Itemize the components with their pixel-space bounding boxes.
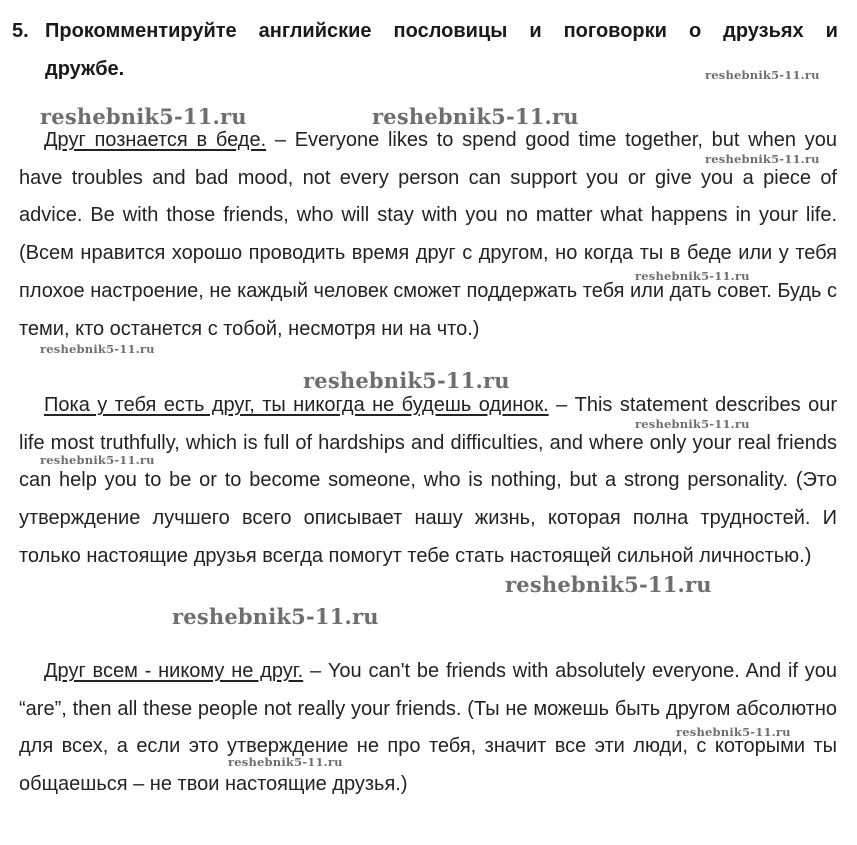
task-title-word: и — [825, 20, 838, 42]
watermark: reshebnik5-11.ru — [705, 152, 820, 166]
task-number: 5. — [12, 20, 29, 42]
watermark: reshebnik5-11.ru — [635, 417, 750, 431]
task-title-word: поговорки — [563, 20, 667, 42]
watermark: reshebnik5-11.ru — [40, 453, 155, 467]
watermark: reshebnik5-11.ru — [705, 68, 820, 82]
paragraph-3 — [19, 653, 837, 804]
task-title-line-2: дружбе. — [45, 58, 125, 80]
proverb-1: Друг познается в беде. — [44, 129, 267, 151]
watermark: reshebnik5-11.ru — [228, 755, 343, 769]
watermark: reshebnik5-11.ru — [372, 104, 579, 129]
paragraph-1-text: – Everyone likes to spend good time together, but when you have troubles and bad mood, not every person can support you or give you a piece of advice. Be with those friends, who will stay with you no matter what happens in your life. (Всем нравится хорошо проводить время друг с другом, но когда ты в беде или у тебя плохое настроение, не каждый человек сможет поддержать тебя или дать совет. Будь с теми, кто останется с тобой, несмотря ни на что.) — [19, 129, 837, 340]
watermark: reshebnik5-11.ru — [40, 104, 247, 129]
task-title-word: друзьях — [723, 20, 804, 42]
proverb-3: Друг всем - никому не друг. — [44, 660, 304, 682]
paragraph-1 — [19, 122, 837, 348]
watermark: reshebnik5-11.ru — [40, 342, 155, 356]
watermark: reshebnik5-11.ru — [303, 368, 510, 393]
task-header — [12, 12, 838, 88]
task-title-word: пословицы — [393, 20, 508, 42]
paragraph-2 — [19, 387, 837, 576]
watermark: reshebnik5-11.ru — [505, 572, 712, 597]
task-title-word: английские — [258, 20, 372, 42]
paragraph-2-text: – This statement describes our life most truthfully, which is full of hardships and difficulties, and where only your real friends can help you to be or to become someone, who is nothing, but a strong personality. (Это утверждение лучшего всего описывает нашу жизнь, которая полна трудностей. И только настоящие друзья всегда помогут тебе стать настоящей сильной личностью.) — [19, 394, 837, 567]
task-title-word: и — [529, 20, 542, 42]
task-title-word: о — [688, 20, 702, 42]
proverb-2: Пока у тебя есть друг, ты никогда не будешь одинок. — [44, 394, 549, 416]
task-title-word: Прокомментируйте — [45, 20, 237, 42]
watermark: reshebnik5-11.ru — [635, 269, 750, 283]
task-title-line-1 — [12, 12, 838, 50]
paragraph-3-text: – You can't be friends with absolutely everyone. And if you “are”, then all these people not really your friends. (Ты не можешь быть другом абсолютно для всех, а если это утверждение не про тебя, значит все эти люди, с которыми ты общаешься – не твои настоящие друзья.) — [19, 660, 838, 796]
watermark: reshebnik5-11.ru — [676, 725, 791, 739]
watermark: reshebnik5-11.ru — [172, 604, 379, 629]
